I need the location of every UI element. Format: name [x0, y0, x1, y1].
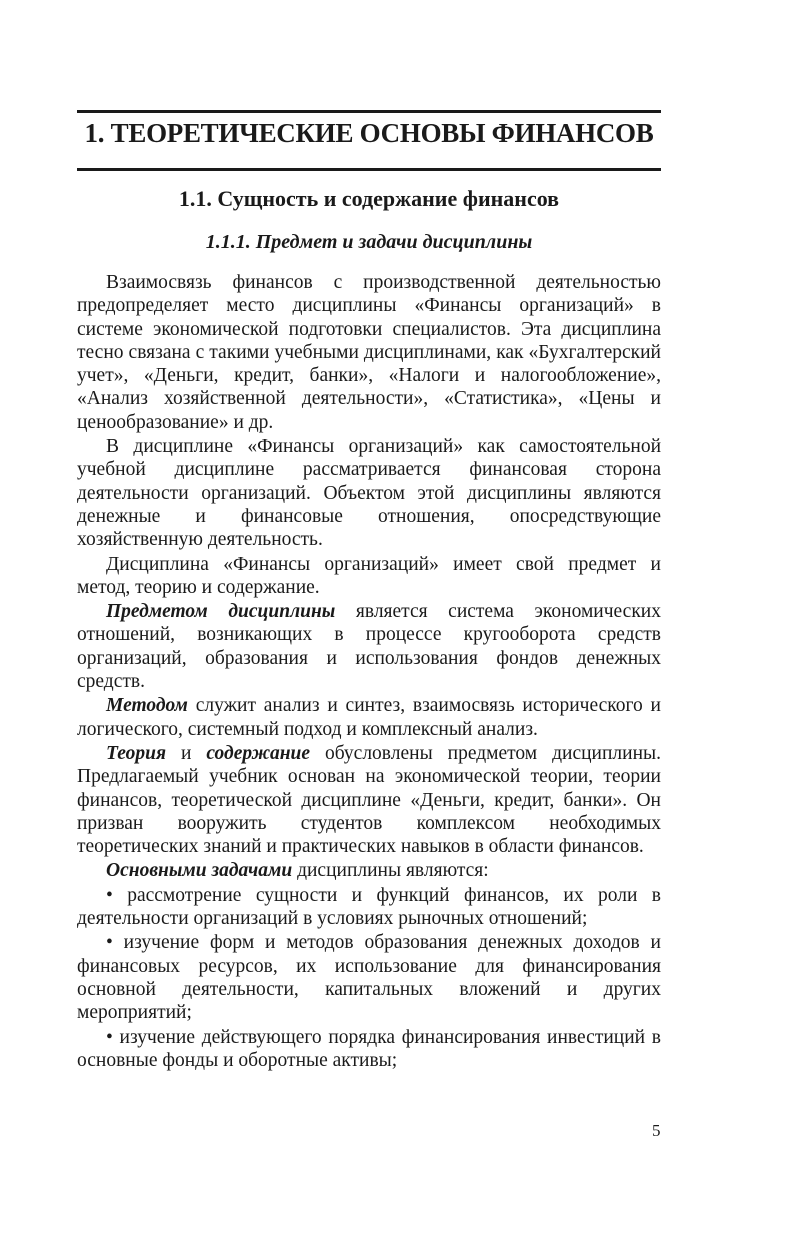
paragraph-text: дисциплины являются: — [292, 860, 489, 882]
paragraph-text: служит анализ и синтез, взаимосвязь исторического и логического, системный подход и комплексный анализ. — [77, 695, 661, 740]
paragraph — [77, 694, 661, 741]
term: Предметом дисциплины — [106, 601, 336, 623]
paragraph: В дисциплине «Финансы организаций» как самостоятельной учебной дисциплине рассматривается финансовая сторона деятельности организаций. Объектом этой дисциплины являются денежные и финансовые отношения, опосредствующие хозяйственную деятельность. — [77, 436, 661, 551]
subsection-title: 1.1.1. Предмет и задачи дисциплины — [205, 231, 533, 253]
term: Методом — [106, 695, 188, 717]
top-rule — [77, 110, 661, 113]
page-number: 5 — [652, 1121, 661, 1140]
list-item: • изучение действующего порядка финансирования инвестиций в основные фонды и оборотные активы; — [77, 1026, 661, 1071]
paragraph — [77, 742, 661, 858]
list-item: • рассмотрение сущности и функций финансов, их роли в деятельности организаций в условиях рыночных отношений; — [77, 884, 661, 930]
paragraph: Дисциплина «Финансы организаций» имеет свой предмет и метод, теорию и содержание. — [77, 553, 661, 598]
paragraph: Взаимосвязь финансов с производственной деятельностью предопределяет место дисциплины «Финансы организаций» в системе экономической подготовки специалистов. Эта дисциплина тесно связана с такими учебными дисциплинами, как «Бухгалтерский учет», «Деньги, кредит, банки», «Налоги и налогообложение», «Анализ хозяйственной деятельности», «Статистика», «Цены и ценообразование» и др. — [77, 272, 661, 433]
bottom-rule — [77, 168, 661, 171]
paragraph-text: и — [166, 742, 207, 764]
paragraph-text: обусловлены предметом дисциплины. Предлагаемый учебник основан на экономической теории, теории финансов, теоретической дисциплине «Деньги, кредит, банки». Он призван вооружить студентов комплексом необходимых теоретических знаний и практических навыков в области финансов. — [77, 742, 661, 858]
term: Теория — [106, 742, 166, 764]
list-item: • изучение форм и методов образования денежных доходов и финансовых ресурсов, их использование для финансирования основной деятельности, капитальных вложений и других мероприятий; — [77, 932, 661, 1024]
section-title: 1.1. Сущность и содержание финансов — [178, 186, 560, 211]
paragraph — [77, 859, 661, 882]
term: содержание — [206, 742, 311, 764]
paragraph-text: является система экономических отношений, возникающих в процессе кругооборота средств организаций, образования и использования фондов денежных средств. — [77, 601, 661, 693]
body-text — [77, 271, 661, 1072]
chapter-title: 1. ТЕОРЕТИЧЕСКИЕ ОСНОВЫ ФИНАНСОВ — [84, 118, 654, 148]
paragraph — [77, 600, 661, 693]
term: Основными задачами — [106, 860, 293, 882]
